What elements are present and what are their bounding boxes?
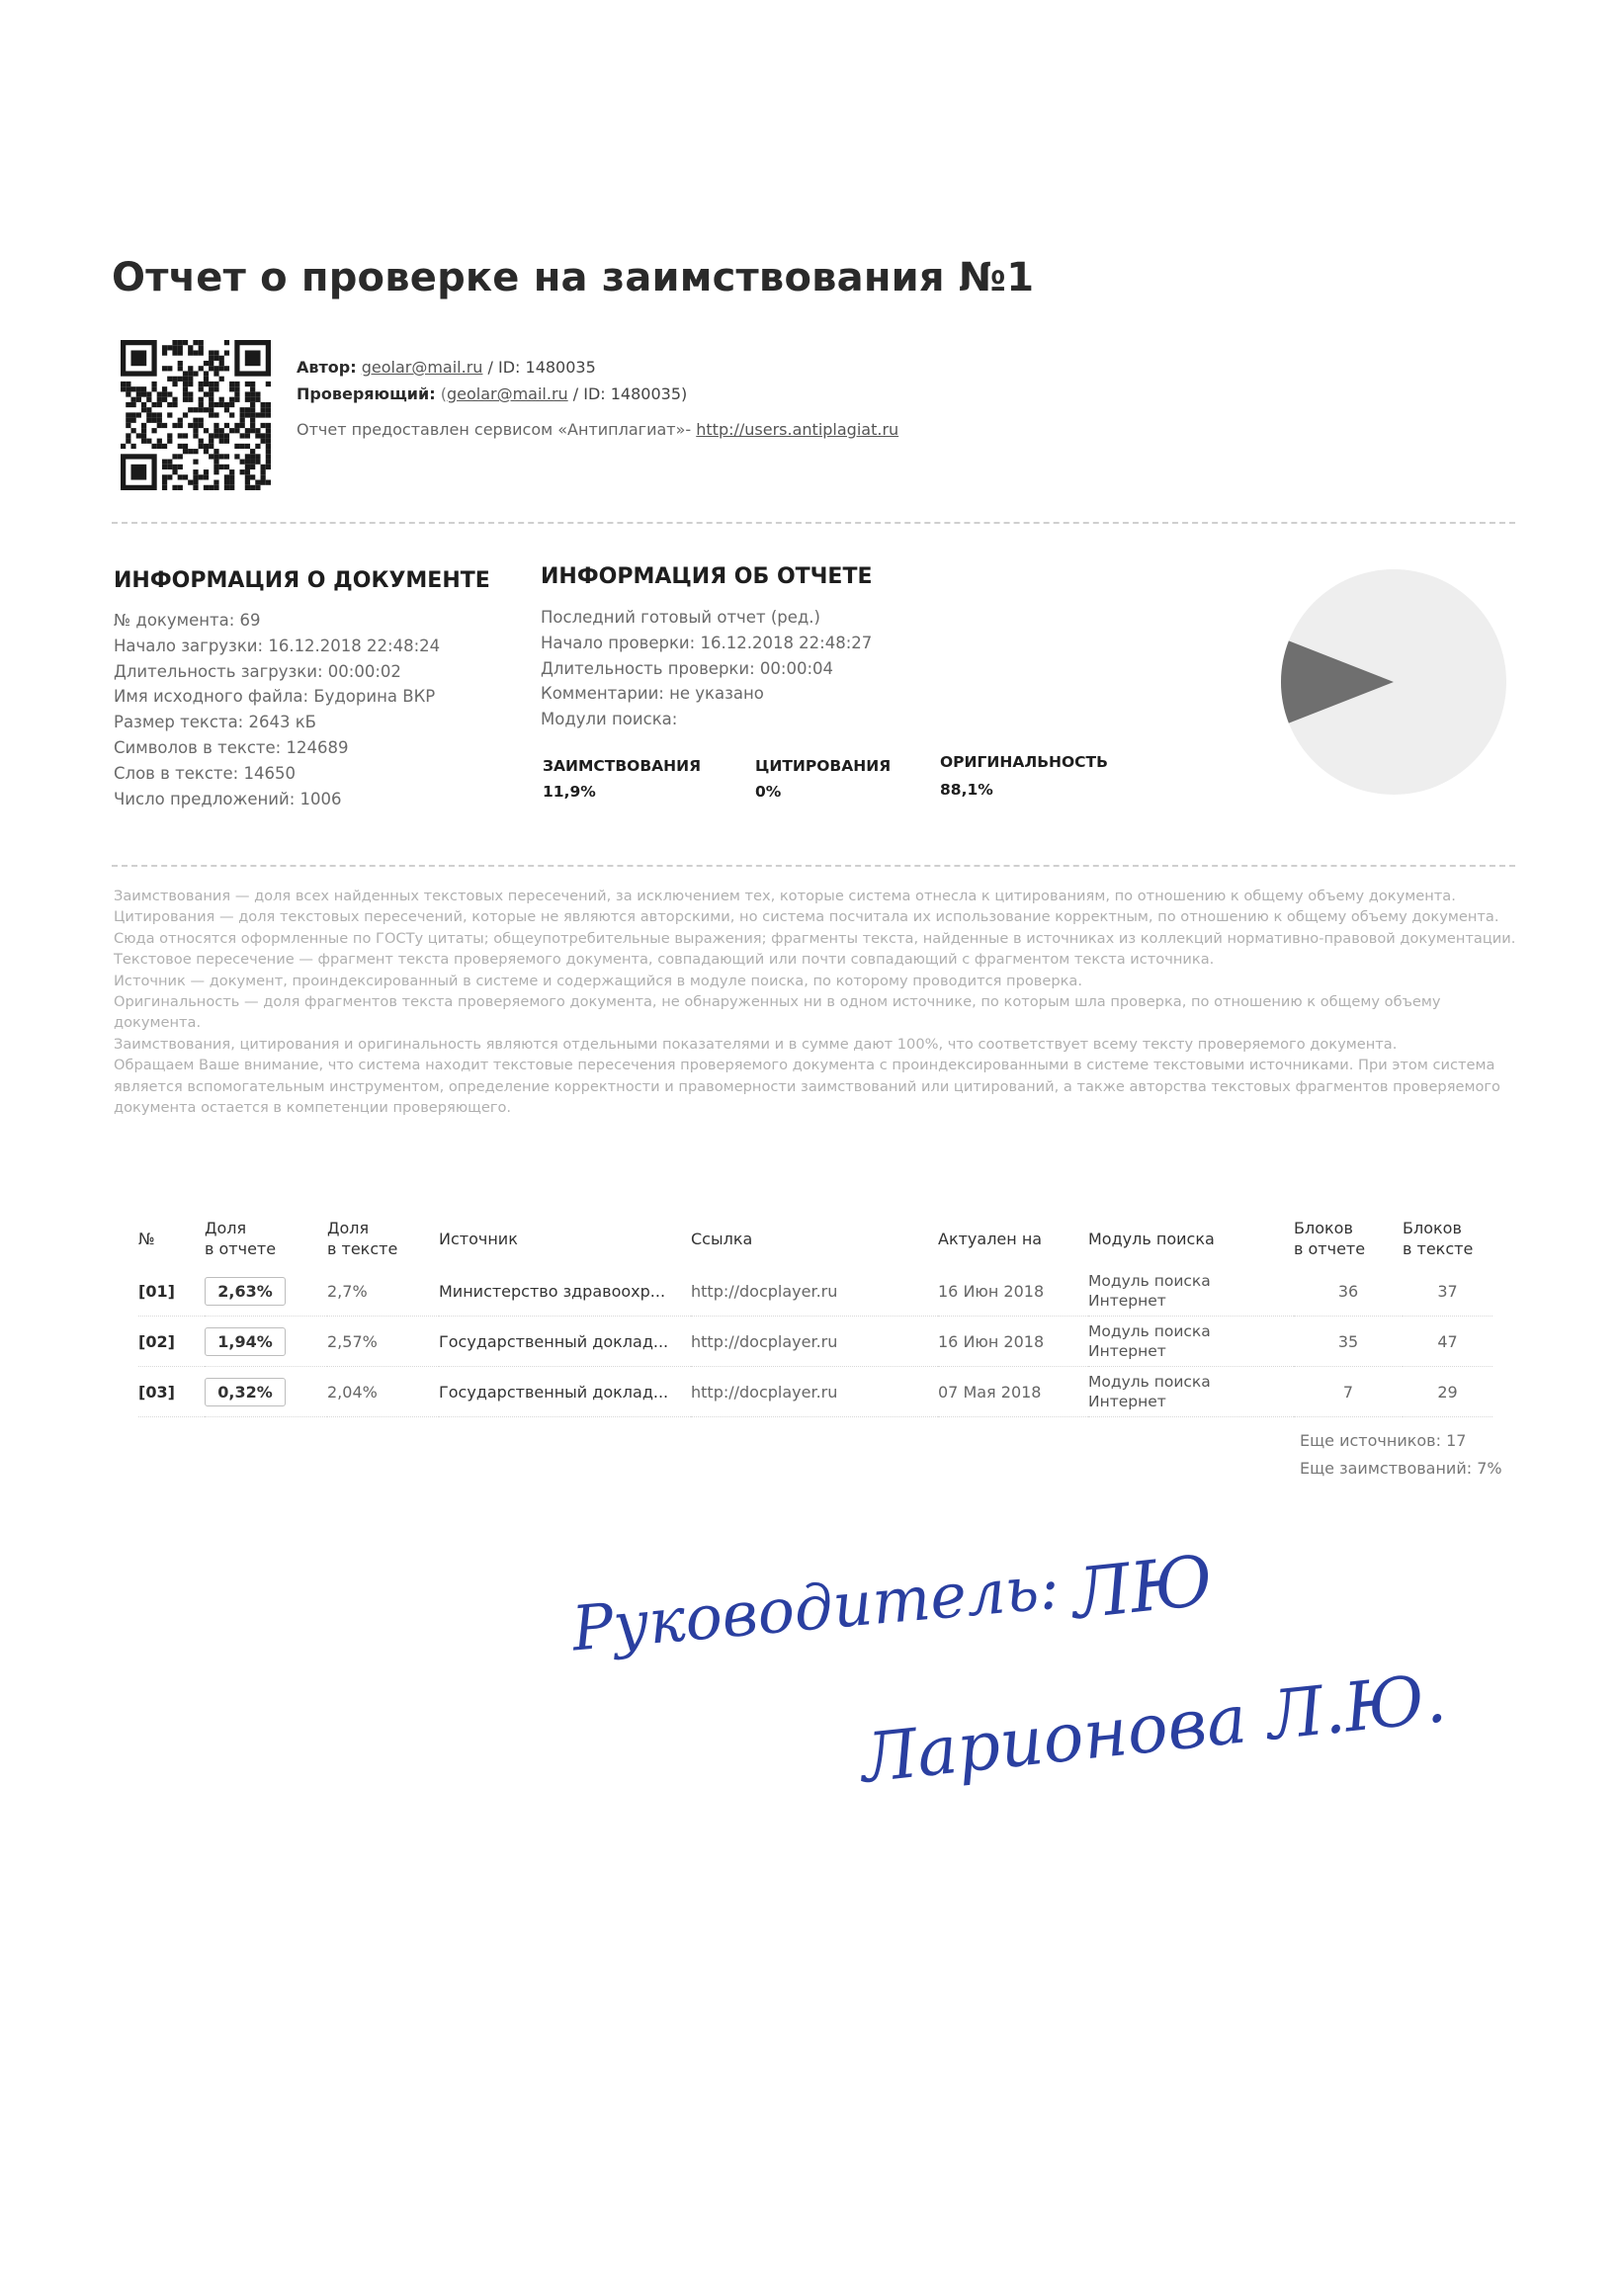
report-title: Отчет о проверке на заимствования №1 [112,255,1035,300]
check-start: Начало проверки: 16.12.2018 22:48:27 [541,633,873,652]
actual-date: 07 Мая 2018 [938,1382,1042,1402]
share-text: 2,57% [327,1331,378,1351]
more-sources[interactable]: Еще источников: 17 [1300,1431,1467,1450]
col-blocks-report: Блоков в отчете [1294,1219,1366,1258]
col-num: № [138,1229,155,1248]
legend-text-intersection: Текстовое пересечение — фрагмент текста проверяемого документа, совпадающий или почти совпадающий с фрагментом текста источника. [114,951,1215,969]
share-text: 2,7% [327,1281,368,1301]
check-duration: Длительность проверки: 00:00:04 [541,658,834,678]
table-row [138,1317,1492,1367]
col-source: Источник [439,1229,518,1248]
report-info-list [541,605,872,732]
actual-date: 16 Июн 2018 [938,1331,1045,1351]
table-row [138,1367,1492,1417]
more-borrowings[interactable]: Еще заимствований: 7% [1300,1459,1502,1478]
reviewer-email-link[interactable]: geolar@mail.ru [446,384,568,403]
sentence-count: Число предложений: 1006 [114,789,342,808]
table-row [138,1266,1492,1317]
originality-pie-chart [1275,563,1512,801]
legend-sum: Заимствования, цитирования и оригинальность являются отдельными показателями и в сумме дают 100%, что соответствует всему тексту проверяемого документа. [114,1035,1398,1053]
blocks-text: 37 [1437,1281,1458,1301]
document-number: № документа: 69 [114,611,261,630]
col-share-report: Доля в отчете [205,1219,277,1258]
col-blocks-text: Блоков в тексте [1403,1219,1474,1258]
source-file-name: Имя исходного файла: Будорина ВКР [114,687,436,707]
col-share-text: Доля в тексте [327,1219,398,1258]
divider-top [112,522,1515,524]
sources-header-row [138,1211,1492,1266]
sources-table [138,1211,1492,1417]
author-line [297,358,596,377]
source-name[interactable]: Государственный доклад... [439,1331,669,1351]
last-report: Последний готовый отчет (ред.) [541,608,820,627]
row-num: [02] [138,1331,175,1351]
upload-start: Начало загрузки: 16.12.2018 22:48:24 [114,636,441,655]
char-count: Символов в тексте: 124689 [114,737,349,757]
reviewer-label: Проверяющий: [297,384,436,403]
col-link: Ссылка [691,1229,753,1248]
signature-initials: ЛЮ [1068,1539,1217,1636]
blocks-text: 47 [1437,1331,1458,1351]
search-module: Модуль поиска Интернет [1088,1373,1211,1410]
signature-line-2: Ларионова Л.Ю. [857,1659,1450,1799]
legend-source: Источник — документ, проиндексированный в системе и содержащийся в модуле поиска, по которому проводится проверка. [114,972,1083,989]
col-module: Модуль поиска [1088,1229,1215,1248]
definitions-legend [114,886,1517,1118]
text-size: Размер текста: 2643 кБ [114,713,317,732]
row-num: [01] [138,1281,175,1301]
document-info-list [114,608,440,811]
search-module: Модуль поиска Интернет [1088,1322,1211,1360]
blocks-report: 36 [1337,1281,1359,1301]
provided-text: Отчет предоставлен сервисом «Антиплагиат»- [297,420,692,439]
author-id: / ID: 1480035 [487,358,596,377]
document-info-heading: ИНФОРМАЦИЯ О ДОКУМЕНТЕ [114,568,490,593]
share-report-badge: 1,94% [205,1327,286,1356]
borrowing-label: ЗАИМСТВОВАНИЯ [543,757,702,775]
search-modules: Модули поиска: [541,710,678,729]
report-info-heading: ИНФОРМАЦИЯ ОБ ОТЧЕТЕ [541,564,873,589]
row-num: [03] [138,1382,175,1402]
search-module: Модуль поиска Интернет [1088,1272,1211,1310]
word-count: Слов в тексте: 14650 [114,763,296,783]
citation-value: 0% [755,783,782,801]
share-report-badge: 2,63% [205,1277,286,1306]
source-name[interactable]: Государственный доклад... [439,1382,669,1402]
citation-label: ЦИТИРОВАНИЯ [755,757,892,775]
upload-duration: Длительность загрузки: 00:00:02 [114,661,401,681]
provided-line [297,420,898,439]
reviewer-id: / ID: 1480035) [572,384,688,403]
blocks-text: 29 [1437,1382,1458,1402]
comments: Комментарии: не указано [541,684,764,704]
source-link[interactable]: http://docplayer.ru [691,1281,838,1301]
source-link[interactable]: http://docplayer.ru [691,1382,838,1402]
blocks-report: 7 [1342,1382,1354,1402]
source-name[interactable]: Министерство здравоохр... [439,1281,666,1301]
share-text: 2,04% [327,1382,378,1402]
divider-middle [112,865,1515,867]
qr-code [121,340,271,490]
legend-notice: Обращаем Ваше внимание, что система находит текстовые пересечения проверяемого документа с проиндексированными в системе текстовыми источниками. При этом система является вспомогательным инструментом, определение корректности и правомерности заимствований или цитирований, а также авторства текстовых фрагментов проверяемого документа остается в компетенции проверяющего. [114,1057,1500,1117]
blocks-report: 35 [1337,1331,1359,1351]
legend-citation: Цитирования — доля текстовых пересечений, которые не являются авторскими, но система посчитала их использование корректным, по отношению к общему объему документа. Сюда относятся оформленные по ГОСТу цитаты; общеупотребительные выражения; фрагменты текста, найденные в источниках из коллекций нормативно-правовой документации. [114,908,1516,947]
originality-value: 88,1% [940,781,993,799]
author-email-link[interactable]: geolar@mail.ru [361,358,483,377]
antiplagiat-link[interactable]: http://users.antiplagiat.ru [696,420,899,439]
col-actual: Актуален на [938,1229,1043,1248]
source-link[interactable]: http://docplayer.ru [691,1331,838,1351]
reviewer-line: Проверяющий: (geolar@mail.ru / ID: 1480035) [297,384,688,403]
legend-originality: Оригинальность — доля фрагментов текста проверяемого документа, не обнаруженных ни в одном источнике, по которым шла проверка, по отношению к общему объему документа. [114,993,1441,1032]
signature-line-1: Руководитель: [568,1550,1063,1665]
share-report-badge: 0,32% [205,1378,286,1406]
author-label: Автор: [297,358,357,377]
borrowing-value: 11,9% [543,783,596,801]
legend-borrowing: Заимствования — доля всех найденных текстовых пересечений, за исключением тех, которые система отнесла к цитированиям, по отношению к общему объему документа. [114,888,1456,904]
originality-label: ОРИГИНАЛЬНОСТЬ [940,753,1108,771]
actual-date: 16 Июн 2018 [938,1281,1045,1301]
